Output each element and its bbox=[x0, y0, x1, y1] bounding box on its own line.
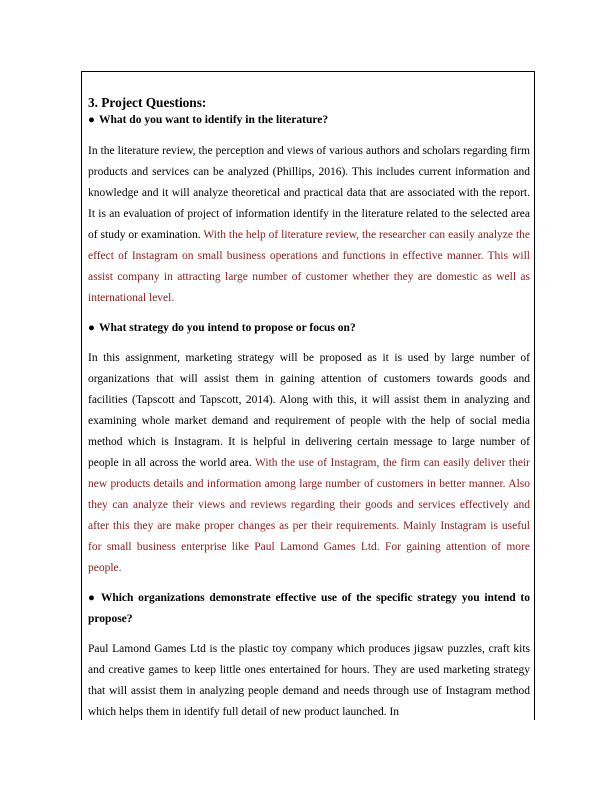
bullet-icon: ● bbox=[88, 114, 95, 126]
question-organizations bbox=[88, 588, 530, 630]
answer-organizations-text: Paul Lamond Games Ltd is the plastic toy company which produces jigsaw puzzles, craft kits and creative games to keep little ones entertained for hours. They are used marketing strategy that will assist them in analyzing people demand and needs through use of Instagram method which helps them in identify full detail of new product launched. In bbox=[88, 643, 530, 718]
question-literature-text: What do you want to identify in the literature? bbox=[98, 114, 329, 126]
question-literature bbox=[88, 110, 530, 131]
document-content bbox=[88, 94, 530, 720]
question-strategy bbox=[88, 318, 530, 339]
answer-strategy-highlight: With the use of Instagram, the firm can easily deliver their new products details and information among large number of customers in better manner. Also they can analyze their views and reviews regarding their goods and services effectively and after this they are make proper changes as per their requirements. Mainly Instagram is useful for small business enterprise like Paul Lamond Games Ltd. For gaining attention of more people. bbox=[88, 457, 530, 574]
bullet-icon: ● bbox=[88, 592, 97, 604]
answer-organizations bbox=[88, 639, 530, 720]
question-organizations-text: Which organizations demonstrate effective use of the specific strategy you intend to propose? bbox=[88, 592, 530, 625]
section-title: 3. Project Questions: bbox=[88, 95, 207, 110]
answer-literature-text: In the literature review, the perception and views of various authors and scholars regarding firm products and services can be analyzed (Phillips, 2016). This includes current information and knowledge and it will analyze theoretical and practical data that are associated with the report. It is an evaluation of project of information identify in the literature related to the selected area of study or examination. bbox=[88, 145, 530, 241]
bullet-icon: ● bbox=[88, 322, 95, 334]
answer-literature-highlight: With the help of literature review, the researcher can easily analyze the effect of Instagram on small business operations and functions in effective manner. This will assist company in attracting large number of customer whether they are domestic as well as international level. bbox=[88, 229, 530, 304]
answer-strategy bbox=[88, 348, 530, 579]
answer-literature bbox=[88, 141, 530, 309]
page-frame bbox=[81, 71, 535, 720]
answer-strategy-text: In this assignment, marketing strategy will be proposed as it is used by large number of organizations that will assist them in gaining attention of customers towards goods and facilities (Tapscott and Tapscott, 2014). Along with this, it will assist them in analyzing and examining whole market demand and requirement of people with the help of social media method which is Instagram. It is helpful in delivering certain message to large number of people in all across the world area. bbox=[88, 352, 530, 469]
question-strategy-text: What strategy do you intend to propose or focus on? bbox=[98, 322, 356, 334]
